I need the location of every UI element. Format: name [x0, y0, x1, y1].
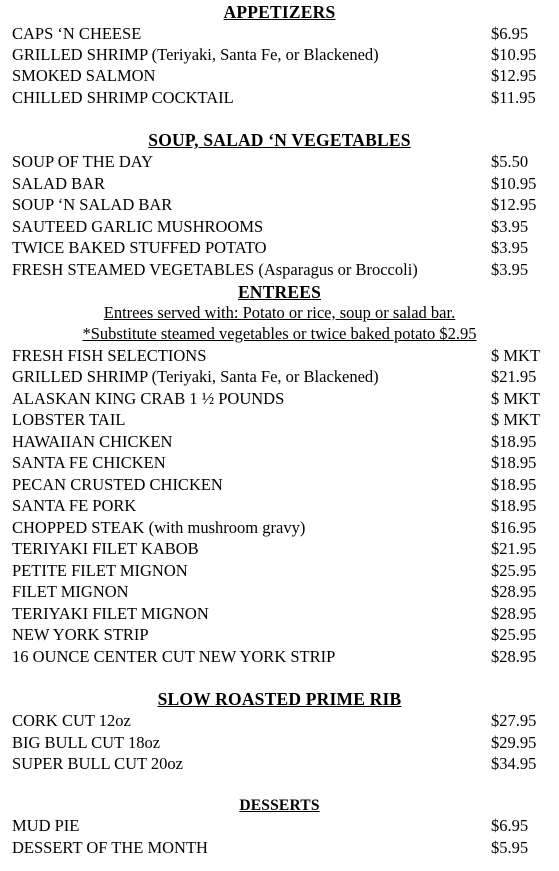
item-price: $ MKT [491, 346, 541, 365]
item-name: FRESH FISH SELECTIONS [12, 346, 207, 365]
item-price: $18.95 [491, 432, 537, 451]
menu-item [12, 346, 547, 367]
item-price: $12.95 [491, 195, 537, 214]
menu-item [12, 66, 547, 87]
item-price: $25.95 [491, 625, 537, 644]
menu-item [12, 152, 547, 173]
item-price: $28.95 [491, 647, 537, 666]
section-heading-soup-salad: SOUP, SALAD ‘N VEGETABLES [148, 130, 411, 150]
item-name: NEW YORK STRIP [12, 625, 149, 644]
item-name: CHOPPED STEAK (with mushroom gravy) [12, 518, 306, 537]
menu-item [12, 561, 547, 582]
section-heading-prime-rib: SLOW ROASTED PRIME RIB [157, 689, 402, 709]
item-name: SOUP ‘N SALAD BAR [12, 195, 173, 214]
menu-item [12, 838, 547, 859]
menu-item [12, 816, 547, 837]
item-name: BIG BULL CUT 18oz [12, 733, 161, 752]
item-price: $6.95 [491, 816, 529, 835]
item-name: SALAD BAR [12, 174, 106, 193]
menu-item [12, 625, 547, 646]
item-price: $18.95 [491, 475, 537, 494]
item-name: FILET MIGNON [12, 582, 129, 601]
menu-item [12, 195, 547, 216]
menu-item [12, 45, 547, 66]
substitution-note: *Substitute steamed vegetables or twice baked potato $2.95 [82, 324, 477, 343]
item-price: $12.95 [491, 66, 537, 85]
menu-item [12, 453, 547, 474]
entrees-note: Entrees served with: Potato or rice, soup or salad bar. [103, 303, 456, 322]
item-price: $5.50 [491, 152, 529, 171]
item-name: CORK CUT 12oz [12, 711, 131, 730]
menu-item [12, 754, 547, 775]
item-name: HAWAIIAN CHICKEN [12, 432, 173, 451]
item-name: PETITE FILET MIGNON [12, 561, 188, 580]
menu-item [12, 539, 547, 560]
item-price: $18.95 [491, 496, 537, 515]
item-name: DESSERT OF THE MONTH [12, 838, 208, 857]
item-price: $3.95 [491, 217, 529, 236]
item-price: $29.95 [491, 733, 537, 752]
menu-item [12, 260, 547, 281]
item-price: $3.95 [491, 238, 529, 257]
menu-item [12, 410, 547, 431]
menu-item [12, 496, 547, 517]
item-price: $21.95 [491, 539, 537, 558]
item-name: FRESH STEAMED VEGETABLES (Asparagus or Broccoli) [12, 260, 418, 279]
item-name: GRILLED SHRIMP (Teriyaki, Santa Fe, or Blackened) [12, 367, 379, 386]
item-name: CHILLED SHRIMP COCKTAIL [12, 88, 234, 107]
item-name: SUPER BULL CUT 20oz [12, 754, 183, 773]
section-heading-appetizers: APPETIZERS [223, 2, 336, 22]
item-price: $ MKT [491, 410, 541, 429]
item-name: ALASKAN KING CRAB 1 ½ POUNDS [12, 389, 285, 408]
section-heading-desserts: DESSERTS [239, 797, 320, 814]
item-name: SANTA FE PORK [12, 496, 137, 515]
menu-item [12, 604, 547, 625]
item-price: $34.95 [491, 754, 537, 773]
menu-item [12, 88, 547, 109]
item-name: SOUP OF THE DAY [12, 152, 154, 171]
item-price: $5.95 [491, 838, 529, 857]
item-name: 16 OUNCE CENTER CUT NEW YORK STRIP [12, 647, 336, 666]
menu-item [12, 367, 547, 388]
item-price: $3.95 [491, 260, 529, 279]
menu-item [12, 733, 547, 754]
menu-item [12, 518, 547, 539]
section-heading-entrees: ENTREES [237, 282, 322, 302]
item-name: LOBSTER TAIL [12, 410, 126, 429]
menu-item [12, 24, 547, 45]
menu-item [12, 217, 547, 238]
item-price: $28.95 [491, 582, 537, 601]
item-name: SANTA FE CHICKEN [12, 453, 166, 472]
item-price: $11.95 [491, 88, 536, 107]
menu-item [12, 432, 547, 453]
item-name: SMOKED SALMON [12, 66, 156, 85]
item-price: $10.95 [491, 45, 537, 64]
menu-item [12, 711, 547, 732]
item-price: $18.95 [491, 453, 537, 472]
item-name: PECAN CRUSTED CHICKEN [12, 475, 223, 494]
item-name: CAPS ‘N CHEESE [12, 24, 142, 43]
menu-item [12, 475, 547, 496]
item-price: $16.95 [491, 518, 537, 537]
menu-item [12, 174, 547, 195]
item-name: TWICE BAKED STUFFED POTATO [12, 238, 267, 257]
menu-item [12, 238, 547, 259]
item-name: SAUTEED GARLIC MUSHROOMS [12, 217, 264, 236]
item-price: $10.95 [491, 174, 537, 193]
item-price: $21.95 [491, 367, 537, 386]
item-price: $28.95 [491, 604, 537, 623]
item-price: $ MKT [491, 389, 541, 408]
item-name: TERIYAKI FILET KABOB [12, 539, 199, 558]
item-name: MUD PIE [12, 816, 80, 835]
item-price: $25.95 [491, 561, 537, 580]
item-name: GRILLED SHRIMP (Teriyaki, Santa Fe, or Blackened) [12, 45, 379, 64]
menu-item [12, 582, 547, 603]
item-price: $27.95 [491, 711, 537, 730]
menu-item [12, 389, 547, 410]
item-price: $6.95 [491, 24, 529, 43]
item-name: TERIYAKI FILET MIGNON [12, 604, 209, 623]
menu-item [12, 647, 547, 668]
